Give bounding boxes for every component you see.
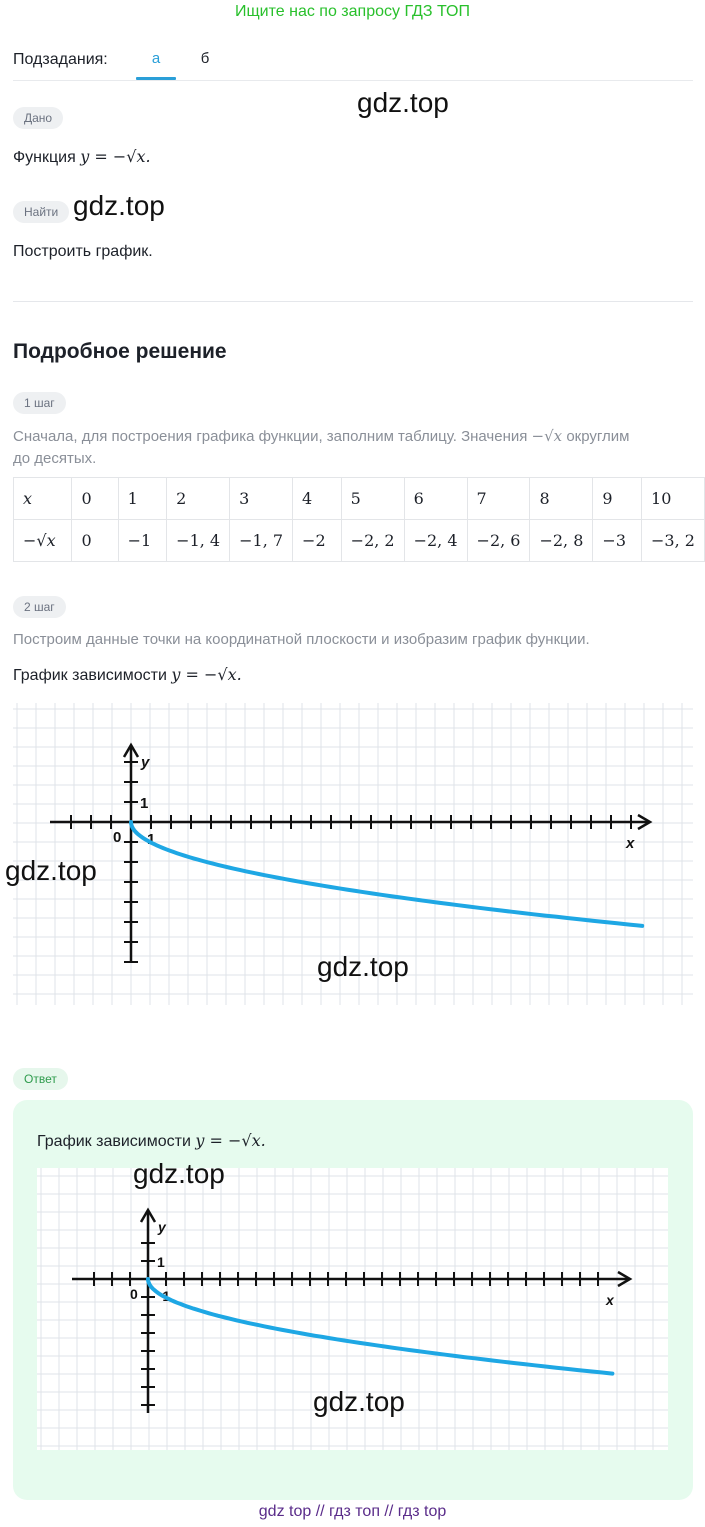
step1-badge: 1 шаг [13,392,66,414]
step1-text-before: Сначала, для построения графика функции, заполним таблицу. Значения [13,428,528,445]
watermark: gdz.top [317,951,409,982]
table-row [14,478,705,520]
answer-badge: Ответ [13,1068,68,1090]
x-unit-label: 1 [162,1288,171,1304]
step1-text [13,425,698,448]
table-cell: −2, 6 [467,520,530,562]
watermark: gdz.top [5,855,97,886]
given-formula: y = −√x. [80,147,151,166]
step2-caption-prefix: График зависимости [13,667,167,684]
table-cell: 1 [118,478,167,520]
function-curve [131,822,642,926]
x-axis-label: x [626,835,635,852]
table-cell: 4 [293,478,342,520]
table-cell: 3 [230,478,293,520]
table-cell: 10 [642,478,705,520]
y-axis-label: y [141,754,150,771]
table-cell: 0 [72,478,118,520]
table-cell: −1 [118,520,167,562]
y-axis-label: y [158,1219,166,1235]
footer-links[interactable]: gdz top // гдз топ // гдз top [258,1503,447,1520]
table-cell: 5 [341,478,404,520]
given-text-prefix: Функция [13,149,76,166]
step1-text-line2: до десятых. [13,450,97,467]
table-cell: −2, 2 [341,520,404,562]
watermark: gdz.top [313,1386,405,1417]
y-unit-label: 1 [157,1254,165,1270]
tab-b[interactable]: б [200,50,210,67]
given-text [13,146,151,169]
answer-caption-formula: y = −√x. [195,1131,266,1150]
watermark: gdz.top [73,190,165,221]
table-cell: −1, 7 [230,520,293,562]
given-badge: Дано [13,107,63,129]
top-banner[interactable]: Ищите нас по запросу ГДЗ ТОП [235,3,470,20]
table-cell: 6 [404,478,467,520]
table-row [14,520,705,562]
watermark: gdz.top [357,87,449,118]
table-cell: x [14,478,72,520]
x-unit-label: 1 [147,831,156,848]
origin-label: 0 [113,829,122,846]
table-cell: −3, 2 [642,520,705,562]
table-cell: −2, 4 [404,520,467,562]
find-badge: Найти [13,201,69,223]
table-cell: 8 [530,478,593,520]
step2-text: Построим данные точки на координатной плоскости и изобразим график функции. [13,631,590,648]
step2-caption-formula: y = −√x. [171,665,242,684]
step1-text-after: округлим [566,428,630,445]
table-cell: −2, 8 [530,520,593,562]
values-table [13,477,705,562]
step2-badge: 2 шаг [13,596,66,618]
solution-title: Подробное решение [13,340,227,363]
tab-a[interactable]: а [151,50,161,67]
table-cell: −2 [293,520,342,562]
section-divider [13,301,693,302]
table-cell: 2 [167,478,230,520]
table-cell: −√x [14,520,72,562]
x-axis-label: x [606,1292,614,1308]
subtasks-label: Подзадания: [13,51,108,68]
table-cell: 0 [72,520,118,562]
tabs-divider [13,80,693,81]
table-cell: −1, 4 [167,520,230,562]
answer-caption-prefix: График зависимости [37,1133,191,1150]
find-text: Построить график. [13,243,153,260]
origin-label: 0 [130,1286,138,1302]
watermark: gdz.top [133,1158,225,1189]
function-curve [148,1279,612,1374]
answer-caption [37,1130,266,1153]
step1-formula: −√x [531,427,563,445]
step2-caption [13,664,242,687]
y-unit-label: 1 [140,795,149,812]
table-cell: 7 [467,478,530,520]
table-cell: 9 [593,478,642,520]
table-cell: −3 [593,520,642,562]
